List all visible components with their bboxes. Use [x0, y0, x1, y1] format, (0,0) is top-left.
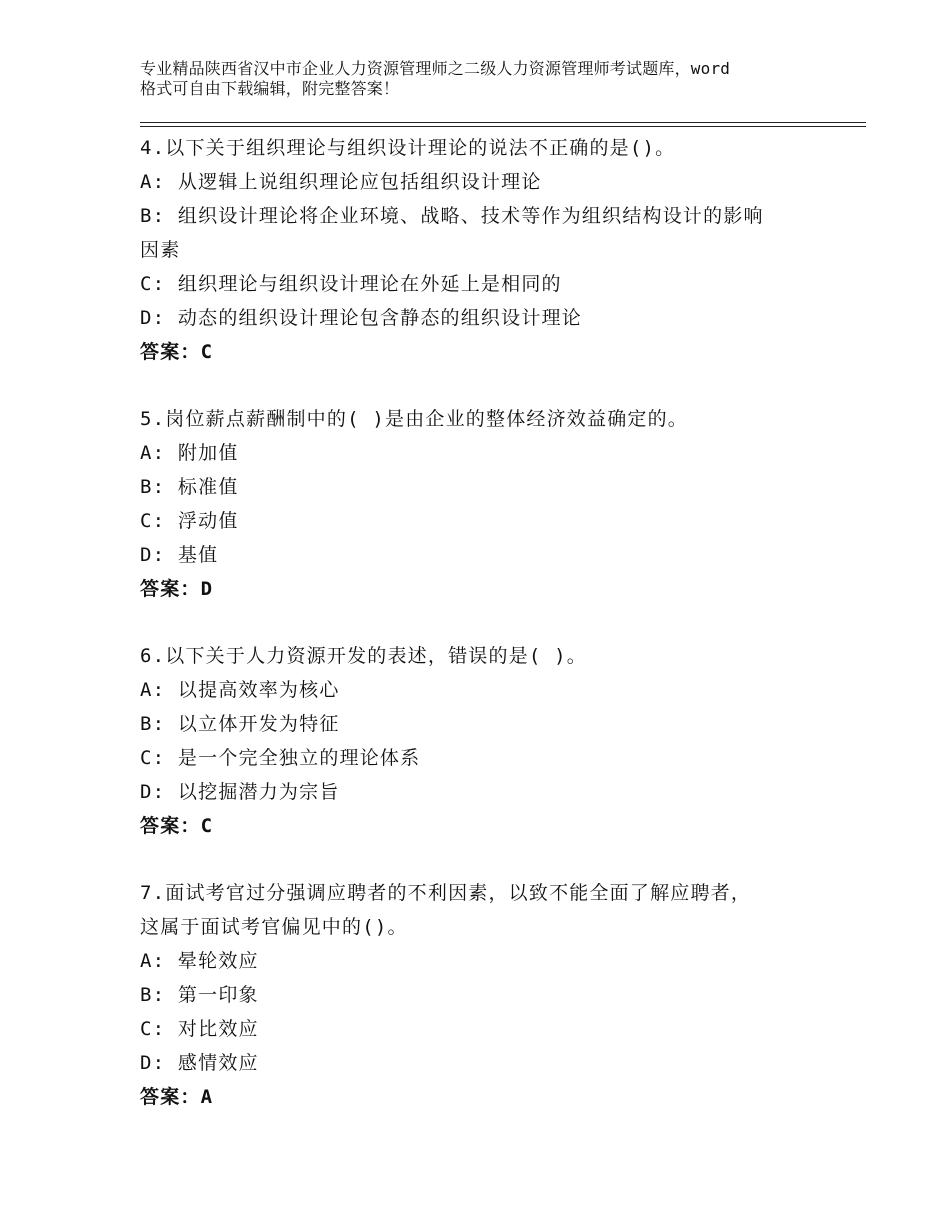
option-b: B: 第一印象	[140, 984, 259, 1006]
option-c: C: 组织理论与组织设计理论在外延上是相同的	[140, 273, 562, 295]
question-stem: 7.面试考官过分强调应聘者的不利因素，以致不能全面了解应聘者，	[140, 882, 752, 904]
answer-label: 答案：C	[140, 815, 214, 837]
question-list	[140, 131, 830, 1147]
question-stem: 6.以下关于人力资源开发的表述，错误的是( )。	[140, 645, 587, 667]
option-d: D: 以挖掘潜力为宗旨	[140, 781, 340, 803]
option-a: A: 以提高效率为核心	[140, 679, 340, 701]
option-c: C: 浮动值	[140, 510, 239, 532]
header-divider-bottom	[140, 126, 866, 127]
question-5	[140, 402, 830, 606]
header-line-2: 格式可自由下载编辑，附完整答案！	[140, 79, 400, 98]
document-header	[140, 59, 830, 99]
header-divider-top	[140, 122, 866, 123]
option-c: C: 是一个完全独立的理论体系	[140, 747, 421, 769]
option-a: A: 附加值	[140, 442, 239, 464]
option-b-continued: 因素	[140, 239, 181, 261]
option-c: C: 对比效应	[140, 1018, 259, 1040]
question-stem-continued: 这属于面试考官偏见中的()。	[140, 916, 408, 938]
option-d: D: 感情效应	[140, 1052, 259, 1074]
question-6	[140, 639, 830, 843]
option-a: A: 从逻辑上说组织理论应包括组织设计理论	[140, 171, 542, 193]
question-stem: 4.以下关于组织理论与组织设计理论的说法不正确的是()。	[140, 137, 676, 159]
option-a: A: 晕轮效应	[140, 950, 259, 972]
question-4	[140, 131, 830, 369]
header-line-1: 专业精品陕西省汉中市企业人力资源管理师之二级人力资源管理师考试题库，word	[140, 59, 731, 78]
question-7	[140, 876, 830, 1114]
answer-label: 答案：C	[140, 341, 214, 363]
option-b: B: 组织设计理论将企业环境、战略、技术等作为组织结构设计的影响	[140, 205, 764, 227]
answer-label: 答案：A	[140, 1086, 214, 1108]
option-d: D: 基值	[140, 544, 219, 566]
option-b: B: 标准值	[140, 476, 239, 498]
answer-label: 答案：D	[140, 578, 214, 600]
option-b: B: 以立体开发为特征	[140, 713, 340, 735]
question-stem: 5.岗位薪点薪酬制中的( )是由企业的整体经济效益确定的。	[140, 408, 688, 430]
option-d: D: 动态的组织设计理论包含静态的组织设计理论	[140, 307, 582, 329]
